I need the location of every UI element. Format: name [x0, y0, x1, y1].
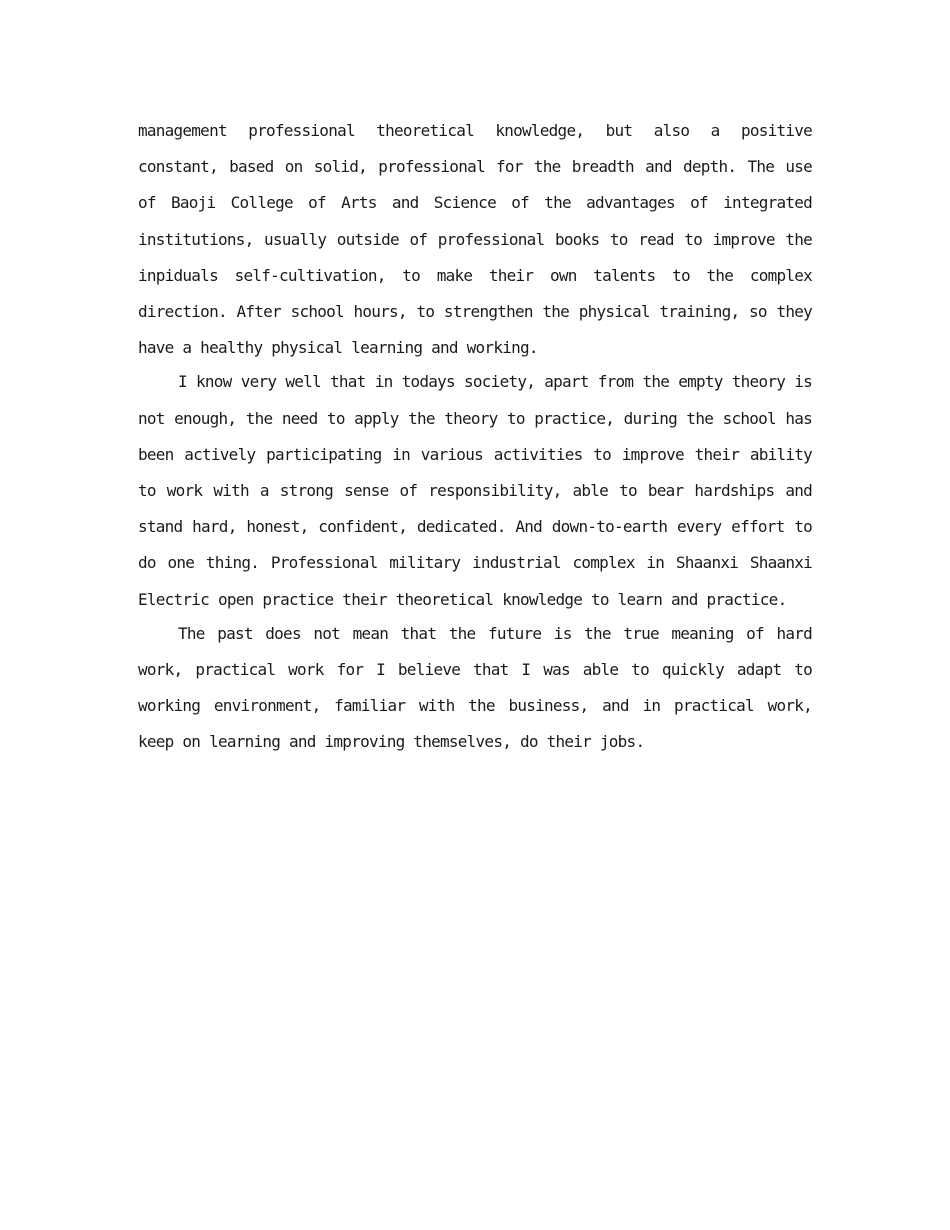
paragraph-3: The past does not mean that the future is the true meaning of hard work, practical work for I believe that I was able to quickly adapt to working environment, familiar with the business, and in practical work, keep on learning and improving themselves, do their jobs. — [138, 623, 812, 752]
document-page — [138, 113, 812, 761]
paragraph-1: management professional theoretical knowledge, but also a positive constant, based on solid, professional for the breadth and depth. The use of Baoji College of Arts and Science of the advantages of integrated institutions, usually outside of professional books to read to improve the inpiduals self-cultivation, to make their own talents to the complex direction. After school hours, to strengthen the physical training, so they have a healthy physical learning and working. — [138, 121, 812, 358]
paragraph-2: I know very well that in todays society, apart from the empty theory is not enough, the need to apply the theory to practice, during the school has been actively participating in various activities to improve their ability to work with a strong sense of responsibility, able to bear hardships and stand hard, honest, confident, dedicated. And down-to-earth every effort to do one thing. Professional military industrial complex in Shaanxi Shaanxi Electric open practice their theoretical knowledge to learn and practice. — [138, 372, 812, 609]
